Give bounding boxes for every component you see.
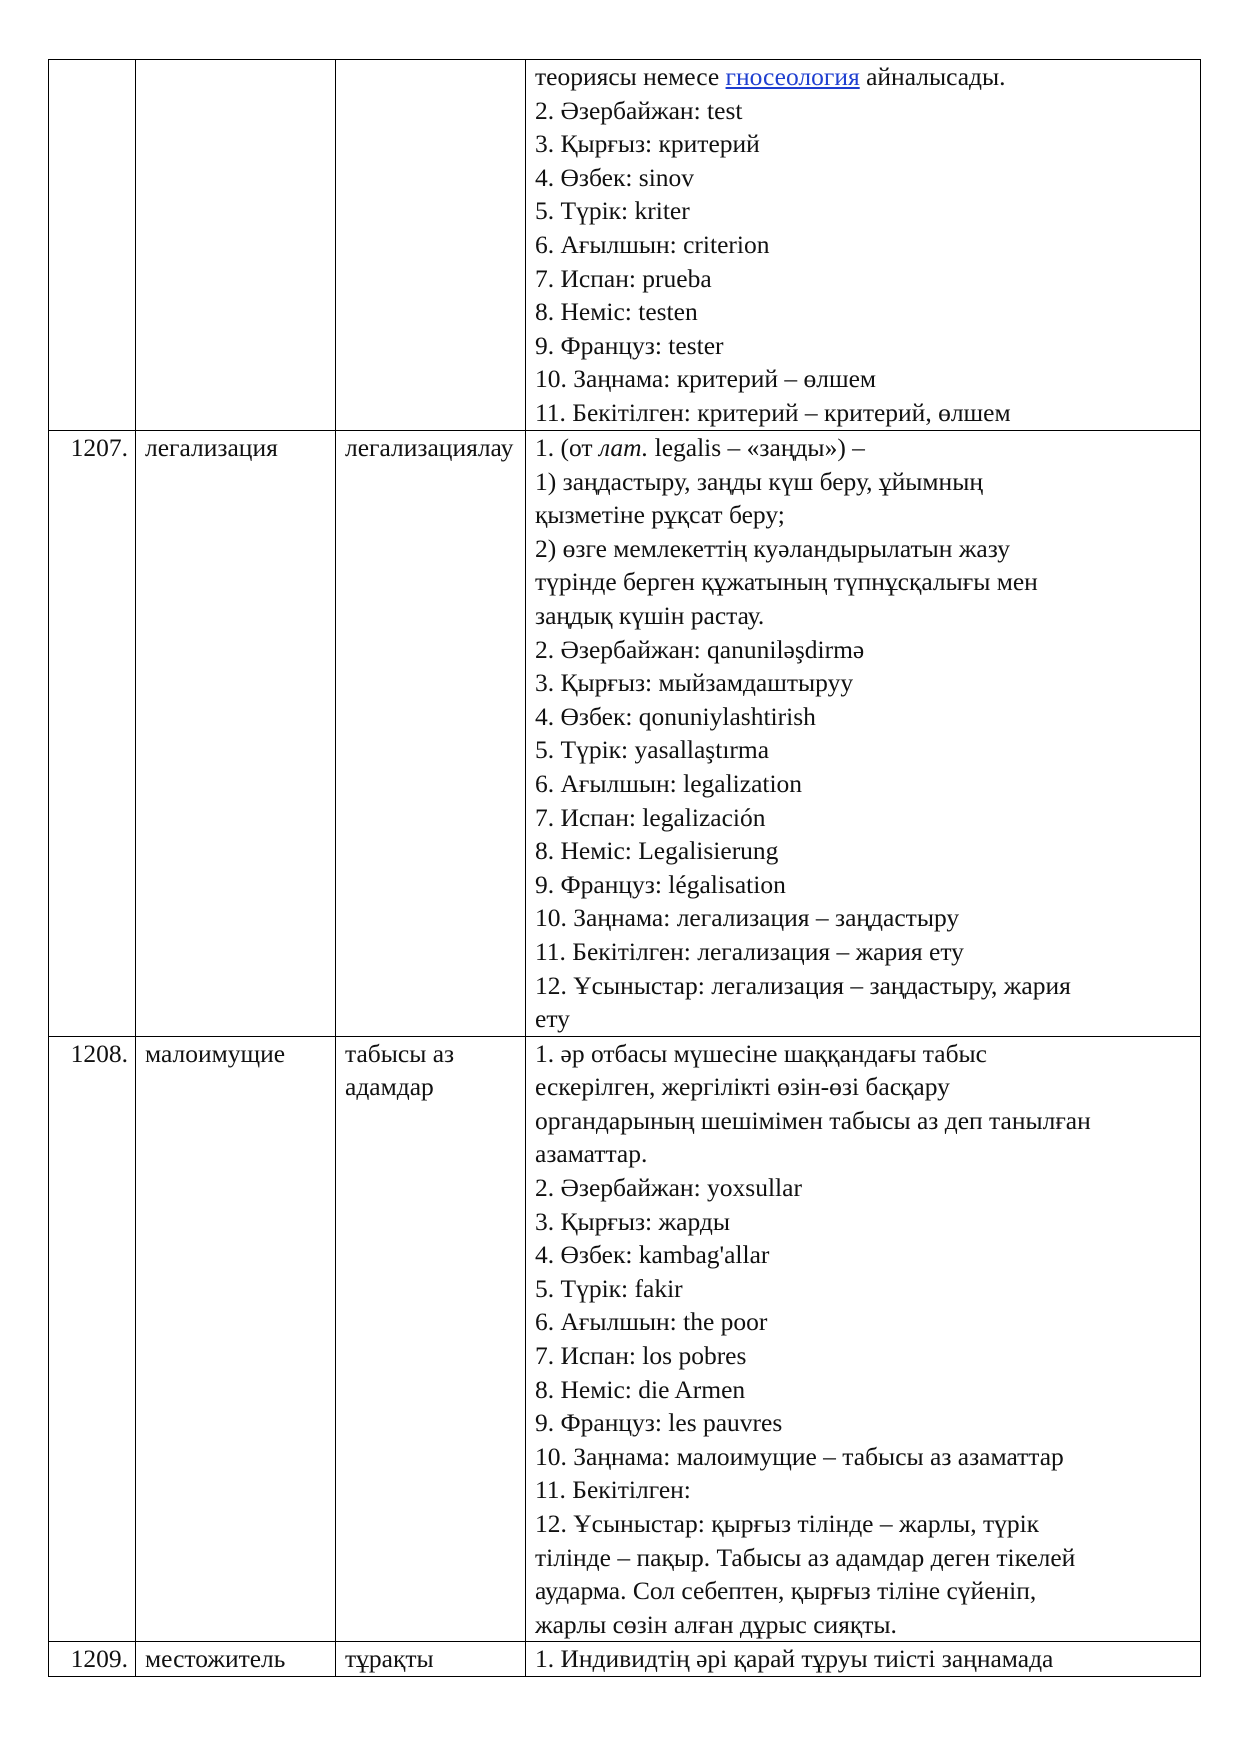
definition-line: 4. Өзбек: qonuniylashtirish — [535, 701, 816, 731]
definition-line: 11. Бекітілген: критерий – критерий, өлшем — [535, 397, 1011, 427]
entry-number: 1207. — [49, 431, 136, 1037]
definition-line: 10. Заңнама: малоимущие – табысы аз азаматтар — [535, 1441, 1064, 1471]
definition-cell — [526, 1036, 1201, 1642]
definition-line: 10. Заңнама: критерий – өлшем — [535, 364, 877, 394]
definition-line: 10. Заңнама: легализация – заңдастыру — [535, 903, 960, 933]
definition-line: түрінде берген құжатының түпнұсқалығы мен — [535, 567, 1038, 597]
definition-line: теориясы немесе гносеология айналысады. — [535, 62, 1006, 91]
definition-line: 9. Француз: légalisation — [535, 869, 786, 899]
definition-line: 8. Неміс: testen — [535, 297, 698, 327]
definition-line: ету — [535, 1004, 570, 1034]
definition-line: 7. Испан: prueba — [535, 263, 712, 293]
definition-line: 5. Түрік: kriter — [535, 196, 690, 226]
table-row — [49, 431, 1201, 1037]
table-row — [49, 60, 1201, 431]
definition-line: 6. Ағылшын: criterion — [535, 229, 770, 259]
definition-line: 4. Өзбек: sinov — [535, 162, 695, 192]
russian-term: легализация — [136, 431, 336, 1037]
definition-line: қызметіне рұқсат беру; — [535, 500, 785, 530]
definition-line: 7. Испан: los pobres — [535, 1341, 747, 1371]
definition-line: 11. Бекітілген: — [535, 1475, 691, 1505]
definition-line: 2. Әзербайжан: test — [535, 95, 743, 125]
definition-line: 9. Француз: tester — [535, 330, 724, 360]
definition-line: органдарының шешімімен табысы аз деп танылған — [535, 1105, 1091, 1135]
definition-line: 1. әр отбасы мүшесіне шаққандағы табыс — [535, 1038, 987, 1068]
definition-line: тілінде – пақыр. Табысы аз адамдар деген тікелей — [535, 1542, 1076, 1572]
definition-line: 4. Өзбек: kambag'allar — [535, 1240, 770, 1270]
definition-line: 8. Неміс: die Armen — [535, 1374, 746, 1404]
definition-line: жарлы сөзін алған дұрыс сияқты. — [535, 1609, 897, 1639]
entry-number: 1208. — [49, 1036, 136, 1642]
definition-line: 9. Француз: les pauvres — [535, 1408, 783, 1438]
definition-line: азаматтар. — [535, 1139, 648, 1169]
definition-cell — [526, 431, 1201, 1037]
definition-cell — [526, 60, 1201, 431]
glossary-table — [48, 59, 1201, 1677]
definition-line: 7. Испан: legalización — [535, 802, 766, 832]
definition-line: 2. Әзербайжан: qanunilәşdirmә — [535, 634, 865, 664]
kazakh-term: табысы аз адамдар — [336, 1036, 526, 1642]
russian-term — [136, 60, 336, 431]
definition-line: ескерілген, жергілікті өзін-өзі басқару — [535, 1072, 950, 1102]
kazakh-term: легализациялау — [336, 431, 526, 1037]
kazakh-term — [336, 60, 526, 431]
definition-line: 2. Әзербайжан: yoxsullar — [535, 1173, 802, 1203]
definition-line: 6. Ағылшын: the poor — [535, 1307, 768, 1337]
definition-line: 12. Ұсыныстар: қырғыз тілінде – жарлы, түрік — [535, 1509, 1040, 1538]
definition-line: 5. Түрік: yasallaştırma — [535, 735, 770, 765]
table-row — [49, 1642, 1201, 1677]
definition-line: 1) заңдастыру, заңды күш беру, ұйымның — [535, 466, 983, 496]
entry-number — [49, 60, 136, 431]
definition-line: 3. Қырғыз: мыйзамдаштыруу — [535, 668, 854, 698]
definition-line: 3. Қырғыз: критерий — [535, 129, 760, 159]
definition-line: заңдық күшін растау. — [535, 600, 765, 630]
table-row — [49, 1036, 1201, 1642]
definition-line: 5. Түрік: fakir — [535, 1273, 683, 1303]
definition-line: 12. Ұсыныстар: легализация – заңдастыру, жария — [535, 970, 1071, 1000]
entry-number: 1209. — [49, 1642, 136, 1677]
definition-line: 1. Индивидтің әрі қарай тұруы тиісті заңнамада — [535, 1644, 1054, 1674]
definition-line: 6. Ағылшын: legalization — [535, 768, 803, 798]
gnoseology-link[interactable]: гносеология — [725, 62, 860, 91]
definition-line: 3. Қырғыз: жарды — [535, 1206, 730, 1236]
russian-term: малоимущие — [136, 1036, 336, 1642]
kazakh-term: тұрақты — [336, 1642, 526, 1677]
definition-line: 8. Неміс: Legalisierung — [535, 836, 779, 866]
definition-line: 1. (от лат. legalis – «заңды») – — [535, 433, 865, 462]
definition-line: 2) өзге мемлекеттің куәландырылатын жазу — [535, 533, 1011, 563]
definition-line: аударма. Сол себептен, қырғыз тіліне сүйеніп, — [535, 1576, 1037, 1606]
definition-line: 11. Бекітілген: легализация – жария ету — [535, 936, 964, 966]
definition-cell — [526, 1642, 1201, 1677]
russian-term: местожитель — [136, 1642, 336, 1677]
